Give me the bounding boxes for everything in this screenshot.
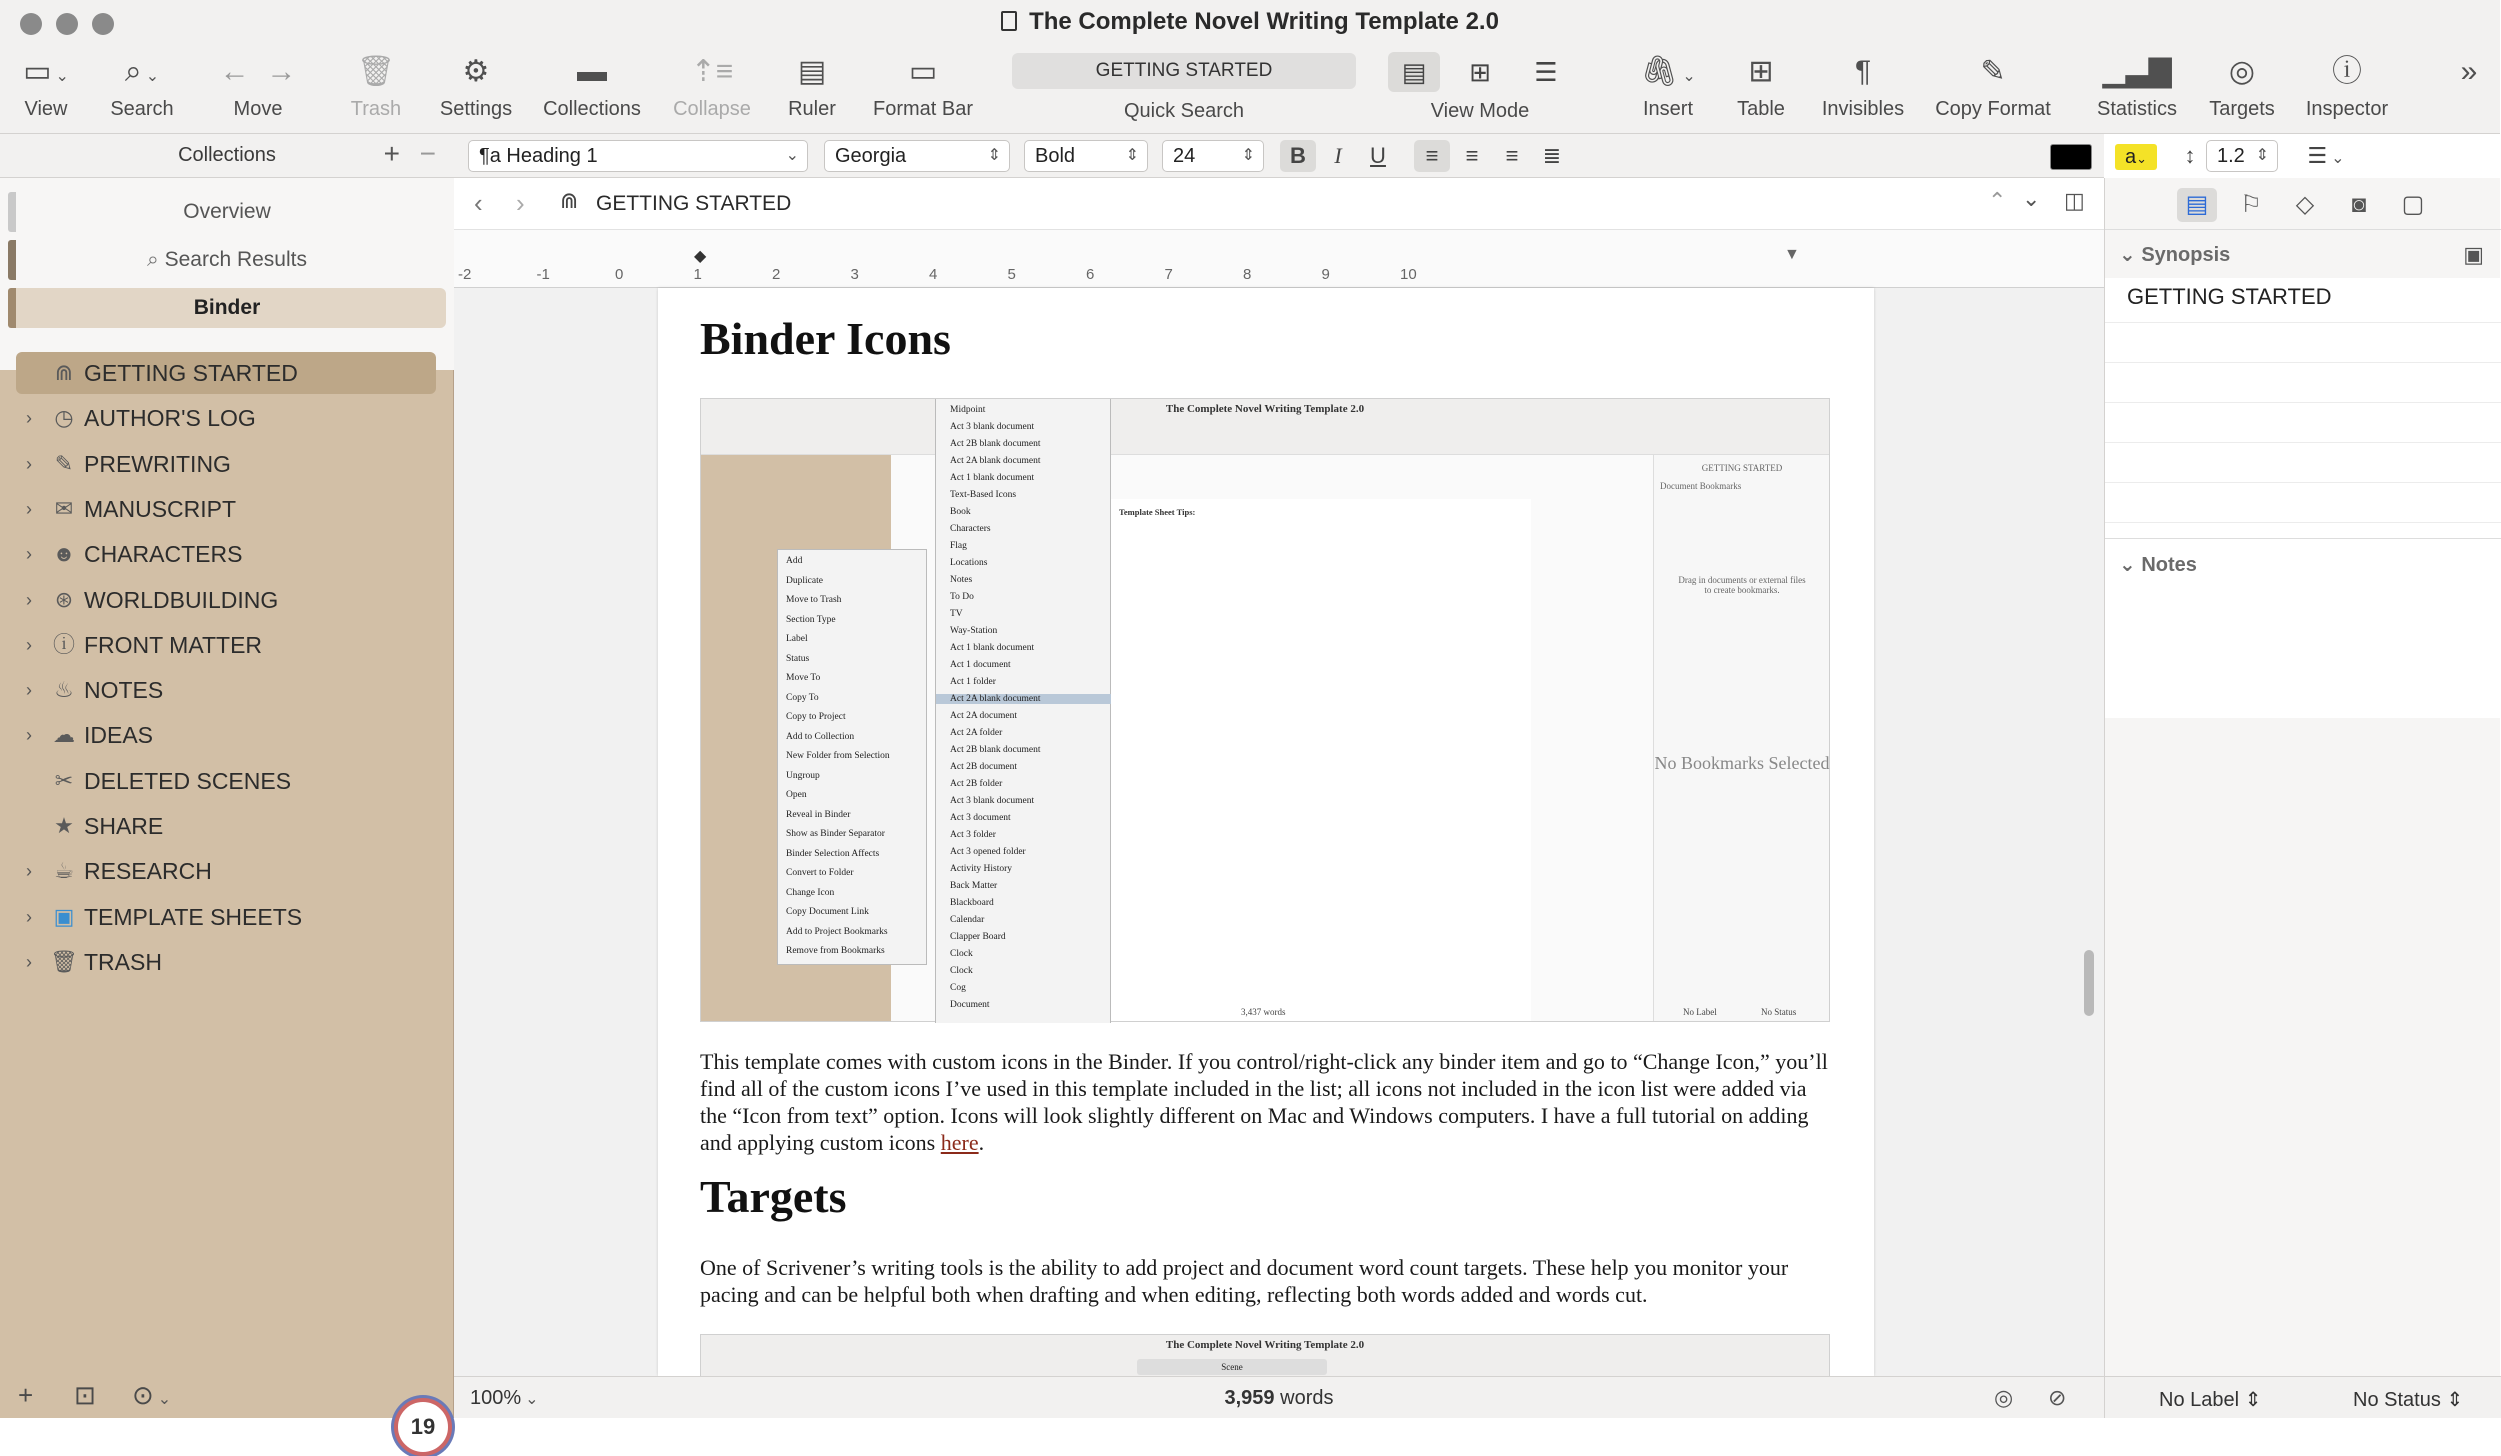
mini-menu-item: Act 2A blank document — [936, 694, 1112, 704]
mini-menu-item: Blackboard — [950, 898, 994, 908]
list-style-button[interactable]: ☰ ⌄ — [2307, 143, 2345, 168]
search-button[interactable]: ⌕ ⌄ Search — [106, 52, 178, 128]
collections-header: Collections + − — [0, 134, 454, 178]
mini-menu-item: Add to Collection — [786, 731, 855, 742]
binder-item[interactable] — [16, 805, 436, 847]
comments-tab-icon[interactable]: ▢ — [2401, 191, 2425, 218]
mini-menu-item: Document — [950, 1000, 990, 1010]
inspector-tabs — [2105, 178, 2501, 230]
settings-button[interactable]: ⚙ Settings — [436, 52, 516, 128]
ruler-number: 9 — [1321, 266, 1330, 283]
disclosure-chevron-icon[interactable]: › — [26, 906, 32, 927]
binder-item-label: NOTES — [84, 677, 164, 704]
mini-menu-item: Calendar — [950, 915, 985, 925]
binder-item-label: CHARACTERS — [84, 541, 243, 568]
mini-menu-item: Clock — [950, 966, 973, 976]
font-family-select[interactable]: Georgia ⇕ — [824, 140, 1010, 172]
document-status-icon[interactable]: ⊘ — [2048, 1385, 2067, 1410]
ruler-number: 1 — [693, 266, 702, 283]
mini-menu-item: Section Type — [786, 614, 836, 625]
toolbar-overflow-button[interactable] — [2454, 52, 2484, 128]
heading-targets: Targets — [700, 1171, 847, 1222]
mini-menu-item: Midpoint — [950, 405, 986, 415]
binder-item-label: FRONT MATTER — [84, 631, 263, 658]
binder-item-label: IDEAS — [84, 722, 154, 749]
mini-menu-item: Duplicate — [786, 575, 823, 586]
align-center-button[interactable]: ≡ — [1465, 143, 1479, 168]
view-mode-control — [1388, 52, 1572, 92]
quick-search-label: Quick Search — [1123, 100, 1245, 122]
underline-button[interactable]: U — [1370, 143, 1386, 168]
brush-icon: ✎ — [1980, 55, 2006, 88]
ruler-number: 8 — [1243, 266, 1252, 283]
ruler-number: 10 — [1400, 266, 1417, 283]
disclosure-chevron-icon[interactable]: › — [26, 861, 32, 882]
word-count: 3,959 words — [1224, 1387, 1334, 1409]
inspector-footer — [2105, 1376, 2501, 1418]
ruler-number: -1 — [536, 266, 550, 283]
table-icon: ⊞ — [1748, 55, 1774, 88]
info-icon: ⓘ — [2332, 55, 2362, 88]
collection-tabs — [0, 178, 454, 370]
trash-icon: 🗑 — [356, 55, 396, 88]
binder-item[interactable] — [16, 579, 436, 621]
editor-header — [454, 178, 2104, 230]
view-mode-label: View Mode — [1430, 100, 1530, 122]
mini-menu-item: Activity History — [950, 864, 1013, 874]
highlight-color-swatch[interactable]: a⌄ — [2115, 144, 2157, 170]
notes-header[interactable]: ⌄ Notes — [2119, 554, 2197, 576]
mini-menu-item: Binder Selection Affects — [786, 848, 880, 859]
mini-window-title: The Complete Novel Writing Template 2.0 — [1165, 403, 1365, 415]
mini-menu-item: Ungroup — [786, 770, 820, 781]
collections-button[interactable]: ▬ Collections — [540, 52, 644, 128]
envelope-icon: ✉ — [54, 495, 74, 521]
mini-menu-item: Act 1 folder — [950, 677, 996, 687]
line-spacing-icon: ↕ — [2184, 143, 2196, 168]
document-breadcrumb[interactable]: GETTING STARTED — [596, 192, 792, 215]
gear-icon: ⚙ — [462, 55, 490, 88]
split-editor-icon[interactable]: ◫ — [2064, 188, 2085, 213]
move-button[interactable]: ← → Move — [206, 52, 310, 128]
mini-menu-item: Book — [950, 507, 971, 517]
sidebar-footer — [0, 1374, 454, 1418]
ruler-button[interactable]: ▤ Ruler — [778, 52, 846, 128]
coffee-icon: ☕ — [54, 858, 74, 884]
format-bar-button[interactable]: ▭ Format Bar — [868, 52, 978, 128]
chevron-down-icon: ⌄ — [2119, 554, 2142, 576]
mini-menu-item: Clock — [950, 949, 973, 959]
search-icon: ⌕ — [146, 248, 165, 271]
table-button[interactable]: ⊞ Table — [1730, 52, 1792, 128]
mini-menu-item: Copy to Project — [786, 712, 846, 722]
quick-search-input[interactable]: GETTING STARTED — [1012, 53, 1356, 89]
mini-menu-item: Cog — [950, 983, 966, 993]
italic-button[interactable]: I — [1334, 143, 1342, 168]
view-button[interactable]: ▭ ⌄ View — [14, 52, 78, 128]
mini-menu-item: Back Matter — [950, 881, 998, 891]
target-icon[interactable]: ◎ — [1994, 1385, 2014, 1410]
pencil-icon: ✎ — [54, 450, 74, 476]
mini-menu-item: Act 2B blank document — [950, 745, 1041, 755]
screenshot-targets: The Complete Novel Writing Template 2.0 Scene — [700, 1334, 1830, 1394]
mini-icon-menu — [935, 399, 1111, 1023]
mini-menu-item: To Do — [950, 592, 974, 602]
binder-item-label: DELETED SCENES — [84, 767, 292, 794]
format-bar — [454, 134, 2345, 178]
mini-menu-item: Copy Document Link — [786, 907, 869, 917]
add-collection-button[interactable]: + — [383, 138, 400, 169]
mini-menu-item: Notes — [950, 575, 973, 585]
mini-menu-item: Act 2A blank document — [950, 456, 1041, 466]
trash-button[interactable]: 🗑 Trash — [346, 52, 406, 128]
status-select[interactable]: No Status ⇕ — [2353, 1389, 2464, 1411]
targets-button[interactable]: ◎ Targets — [2204, 52, 2280, 128]
mini-menu-item: Copy To — [786, 692, 819, 703]
template-icon: ▣ — [53, 903, 75, 929]
mini-menu-item: TV — [950, 609, 963, 619]
inspector-button[interactable]: ⓘ Inspector — [2300, 52, 2394, 128]
collapse-icon: ⇡≡ — [690, 55, 734, 88]
next-document-icon[interactable]: ⌄ — [2022, 186, 2041, 211]
editor-footer — [454, 1376, 2104, 1418]
indent-marker-icon[interactable]: ◆ — [694, 248, 707, 265]
ruler-number: 5 — [1007, 266, 1016, 283]
search-icon: ⌕ ⌄ — [124, 55, 160, 88]
label-select[interactable]: No Label ⇕ — [2159, 1389, 2262, 1411]
binder-item-label: MANUSCRIPT — [84, 495, 237, 522]
binder-item-label: TRASH — [84, 948, 162, 975]
collection-tab-binder[interactable]: Binder — [8, 288, 446, 328]
right-margin-marker-icon[interactable]: ▼ — [1784, 246, 1800, 263]
mini-menu-item: Add to Project Bookmarks — [786, 926, 888, 937]
disclosure-chevron-icon[interactable]: › — [26, 634, 32, 655]
star-icon: ★ — [54, 813, 74, 838]
mini-menu-item: Remove from Bookmarks — [786, 946, 885, 956]
insert-button[interactable]: 🖇 ⌄ Insert — [1634, 52, 1702, 128]
mini-inspector: GETTING STARTED Document Bookmarks Drag in documents or external files to create bookmarks. No Bookmarks Selected — [1653, 455, 1829, 1021]
binder-item-label: WORLDBUILDING — [84, 586, 279, 613]
snapshot-tab-icon[interactable]: ◙ — [2351, 191, 2367, 218]
disclosure-chevron-icon[interactable]: › — [26, 680, 32, 701]
binder-item-label: SHARE — [84, 813, 164, 839]
statistics-button[interactable]: ▁▃▇ Statistics — [2092, 52, 2182, 128]
format-bar-icon: ▭ — [908, 55, 938, 88]
binder-item-label: PREWRITING — [84, 450, 231, 477]
disclosure-chevron-icon[interactable]: › — [26, 453, 32, 474]
chevron-double-right-icon: » — [2460, 55, 2478, 88]
synopsis-text-area[interactable]: GETTING STARTED — [2105, 278, 2501, 718]
collection-tab-overview[interactable]: Overview — [8, 192, 446, 232]
cloud-icon: ☁ — [53, 722, 75, 748]
ruler-icon: ▤ — [797, 55, 827, 88]
mini-menu-item: Clapper Board — [950, 932, 1006, 942]
mini-menu-item: Text-Based Icons — [950, 490, 1017, 500]
editor-page[interactable] — [658, 288, 1874, 1376]
paperclip-icon: 🖇 ⌄ — [1640, 55, 1696, 88]
binder-item[interactable] — [16, 896, 436, 938]
disclosure-chevron-icon[interactable]: › — [26, 725, 32, 746]
binder-item[interactable] — [16, 533, 436, 575]
forward-arrow-icon[interactable]: › — [516, 188, 525, 218]
mini-menu-item: Act 2B document — [950, 762, 1018, 772]
binder-item[interactable] — [16, 397, 436, 439]
collection-tab-search-results[interactable]: ⌕ Search Results — [8, 240, 446, 280]
paragraph-style-select[interactable]: ¶a Heading 1 ⌄ — [468, 140, 808, 172]
window-toolbar — [0, 0, 2500, 134]
paragraph-style-icon: ¶a — [479, 145, 507, 167]
mini-menu-item: Act 2A folder — [950, 728, 1003, 738]
ruler-number: 7 — [1164, 266, 1173, 283]
mini-menu-item: Act 3 folder — [950, 830, 996, 840]
binder-item[interactable] — [16, 488, 436, 530]
binder-sidebar — [0, 134, 454, 1439]
align-right-button[interactable]: ≡ — [1505, 143, 1519, 168]
mini-menu-item: Act 1 document — [950, 660, 1011, 670]
collections-icon: ▬ — [577, 55, 607, 88]
ruler-number: -2 — [458, 266, 472, 283]
mini-menu-item: Move To — [786, 673, 821, 683]
info-icon: ⓘ — [52, 631, 75, 657]
outline-mode-icon[interactable]: ☰ — [1534, 57, 1558, 87]
font-size-select[interactable]: 24 ⇕ — [1162, 140, 1264, 172]
mini-menu-item: Add — [786, 556, 803, 566]
mini-menu-item: New Folder from Selection — [786, 751, 890, 761]
mini-menu-item: Act 3 blank document — [950, 422, 1035, 432]
globe-icon: ⊛ — [54, 586, 74, 612]
mini-menu-item: Open — [786, 790, 807, 800]
mini-menu-item: Status — [786, 653, 810, 664]
invisibles-button[interactable]: ¶ Invisibles — [1818, 52, 1908, 128]
move-arrows-icon: ← → — [219, 55, 297, 88]
mini-menu-item: Reveal in Binder — [786, 809, 851, 820]
mini-menu-item: Act 1 blank document — [950, 643, 1035, 653]
bookmark-tab-icon[interactable]: ⚐ — [2240, 191, 2262, 218]
disclosure-chevron-icon[interactable]: › — [26, 498, 32, 519]
tutorial-link[interactable]: here — [940, 1130, 979, 1155]
bar-chart-icon: ▁▃▇ — [2102, 55, 2172, 88]
previous-document-icon[interactable]: ⌃ — [1988, 188, 2007, 213]
font-weight-select[interactable]: Bold ⇕ — [1024, 140, 1148, 172]
mini-menu-item: Show as Binder Separator — [786, 829, 885, 839]
disclosure-chevron-icon[interactable]: › — [26, 408, 32, 429]
disclosure-chevron-icon[interactable]: › — [26, 589, 32, 610]
mini-menu-item: Act 3 blank document — [950, 796, 1035, 806]
mini-menu-item: Act 2B folder — [950, 779, 1003, 789]
chevron-down-icon: ⌄ — [2119, 244, 2142, 266]
ruler-number: 3 — [850, 266, 859, 283]
scrivenings-mode-icon[interactable]: ▤ — [1388, 52, 1440, 92]
mini-menu-item: Move to Trash — [786, 595, 842, 605]
mini-menu-item: Act 2B blank document — [950, 439, 1041, 449]
document-icon — [1001, 11, 1017, 31]
tag-tab-icon[interactable]: ◇ — [2295, 191, 2315, 218]
collapse-button[interactable]: ⇡≡ Collapse — [670, 52, 754, 128]
image-icon[interactable]: ▣ — [2463, 242, 2484, 267]
ruler-number: 2 — [772, 266, 781, 283]
scissors-icon: ✂ — [54, 767, 74, 793]
mini-menu-item: Locations — [950, 558, 988, 568]
mini-menu-item: Change Icon — [786, 887, 835, 898]
ruler-number: 6 — [1086, 266, 1095, 283]
binder-item[interactable] — [16, 941, 436, 983]
binder-item[interactable] — [16, 669, 436, 711]
ruler-number: 4 — [929, 266, 938, 283]
mini-menu-item: Characters — [950, 524, 991, 534]
editor-scrollbar[interactable] — [2084, 950, 2094, 1016]
arch-icon: ⋒ — [560, 188, 579, 213]
heading-binder-icons: Binder Icons — [700, 313, 951, 364]
mini-document: Template Sheet Tips: — [1111, 499, 1531, 1021]
pilcrow-icon: ¶ — [1854, 55, 1872, 88]
binder-item[interactable] — [16, 760, 436, 802]
copy-format-button[interactable]: ✎ Copy Format — [1932, 52, 2054, 128]
window-title: The Complete Novel Writing Template 2.0 — [0, 8, 2500, 36]
paragraph-binder-icons: This template comes with custom icons in the Binder. If you control/right-click any binder item and go to “Change Icon,” you’ll find all of the custom icons I’ve used in this template included in the list; all icons not included in the icon list were added via the “Icon from text” option. Icons will look slightly different on Mac and Windows computers. I have a full tutorial on adding and applying custom icons here. — [700, 1049, 1828, 1155]
more-actions-icon[interactable]: ⊙ ⌄ — [132, 1380, 172, 1410]
binder-item-label: TEMPLATE SHEETS — [84, 903, 303, 930]
synopsis-header[interactable]: ⌄ Synopsis — [2119, 244, 2231, 266]
binder-item-label: GETTING STARTED — [84, 360, 298, 386]
arch-icon: ⋒ — [54, 360, 74, 385]
binder-item[interactable] — [16, 443, 436, 485]
clock-icon: ◷ — [54, 405, 74, 431]
binder-item[interactable] — [16, 714, 436, 756]
ruler[interactable] — [454, 230, 2104, 288]
binder-item[interactable] — [16, 352, 436, 394]
masks-icon: ☻ — [52, 541, 76, 567]
ruler-number: 0 — [615, 266, 624, 283]
mini-menu-item: Way-Station — [950, 626, 998, 636]
bold-button[interactable]: B — [1280, 140, 1316, 172]
mini-menu-item: Act 3 opened folder — [950, 847, 1026, 857]
sidebar-layout-icon: ▭ ⌄ — [23, 55, 69, 88]
notes-tab-icon[interactable]: ▤ — [2177, 188, 2217, 222]
paragraph-targets: One of Scrivener’s writing tools is the ability to add project and document word count targets. These help you monitor your pacing and can be helpful both when drafting and when editing, reflecting both words added and words cut. — [700, 1255, 1789, 1307]
trash-icon: 🗑 — [50, 948, 78, 974]
align-left-button[interactable]: ≡ — [1414, 140, 1450, 172]
binder-item-label: AUTHOR'S LOG — [84, 405, 256, 432]
notification-badge[interactable]: 19 — [394, 1398, 452, 1456]
zoom-select[interactable]: 100% ⌄ — [470, 1387, 539, 1409]
screenshot-change-icon: The Complete Novel Writing Template 2.0 Add Duplicate Move to Trash Section Type Label Status Move To Copy To Copy to Project Add to Collection New Folder from Selection Ungroup Open Reveal in Binder Show as Binder Separator Binder Selection Affects Convert to Folder Change Icon Copy Document Link Add to Project Bookmarks Remove from Bookmarks Midpoint Act 3 blank document Act 2B blank document Act 2A blank document Act 1 blank document Text-Based Icons Book Characters Flag Locations Notes To Do TV Way-Station Act 1 blank document Act 1 document Act 1 folder Act 2A blank document Act 2A document Act 2A folder Act 2B blank document Act 2B document Act 2B folder Act 3 blank document Act 3 document Act 3 folder Act 3 opened folder Activity History Back Matter Blackboard Calendar Clapper Board Clock Clock Cog Document Template Sheet Tips: GETTING STARTED Document Bookmarks Drag in documents or external files to create bookmarks. No Bookmarks Selected 3,437 words No Label No Status — [700, 398, 1830, 1022]
binder-item[interactable] — [16, 850, 436, 892]
back-arrow-icon[interactable]: ‹ — [474, 188, 483, 218]
binder-item-label: RESEARCH — [84, 858, 212, 885]
add-item-button[interactable]: + — [18, 1380, 34, 1410]
text-color-swatch[interactable] — [2050, 144, 2092, 170]
disclosure-chevron-icon[interactable]: › — [26, 951, 32, 972]
mini-context-menu — [777, 549, 927, 965]
corkboard-mode-icon[interactable]: ⊞ — [1469, 57, 1491, 87]
mini-menu-item: Act 1 blank document — [950, 473, 1035, 483]
mini-menu-item: Act 3 document — [950, 813, 1011, 823]
disclosure-chevron-icon[interactable]: › — [26, 544, 32, 565]
notes-icon: ♨ — [54, 677, 74, 703]
mini-menu-item: Convert to Folder — [786, 868, 854, 878]
binder-item[interactable] — [16, 624, 436, 666]
mini-menu-item: Label — [786, 634, 808, 644]
inspector-panel — [2104, 178, 2500, 1418]
mini-menu-item: Act 2A document — [950, 711, 1018, 721]
mini-menu-item: Flag — [950, 541, 967, 551]
remove-collection-button[interactable]: − — [419, 138, 436, 169]
line-spacing-select[interactable]: 1.2 ⇕ — [2206, 140, 2278, 172]
align-justify-button[interactable]: ≣ — [1542, 143, 1562, 168]
target-icon: ◎ — [2228, 55, 2256, 88]
new-folder-icon[interactable]: ⊡ — [74, 1380, 96, 1410]
